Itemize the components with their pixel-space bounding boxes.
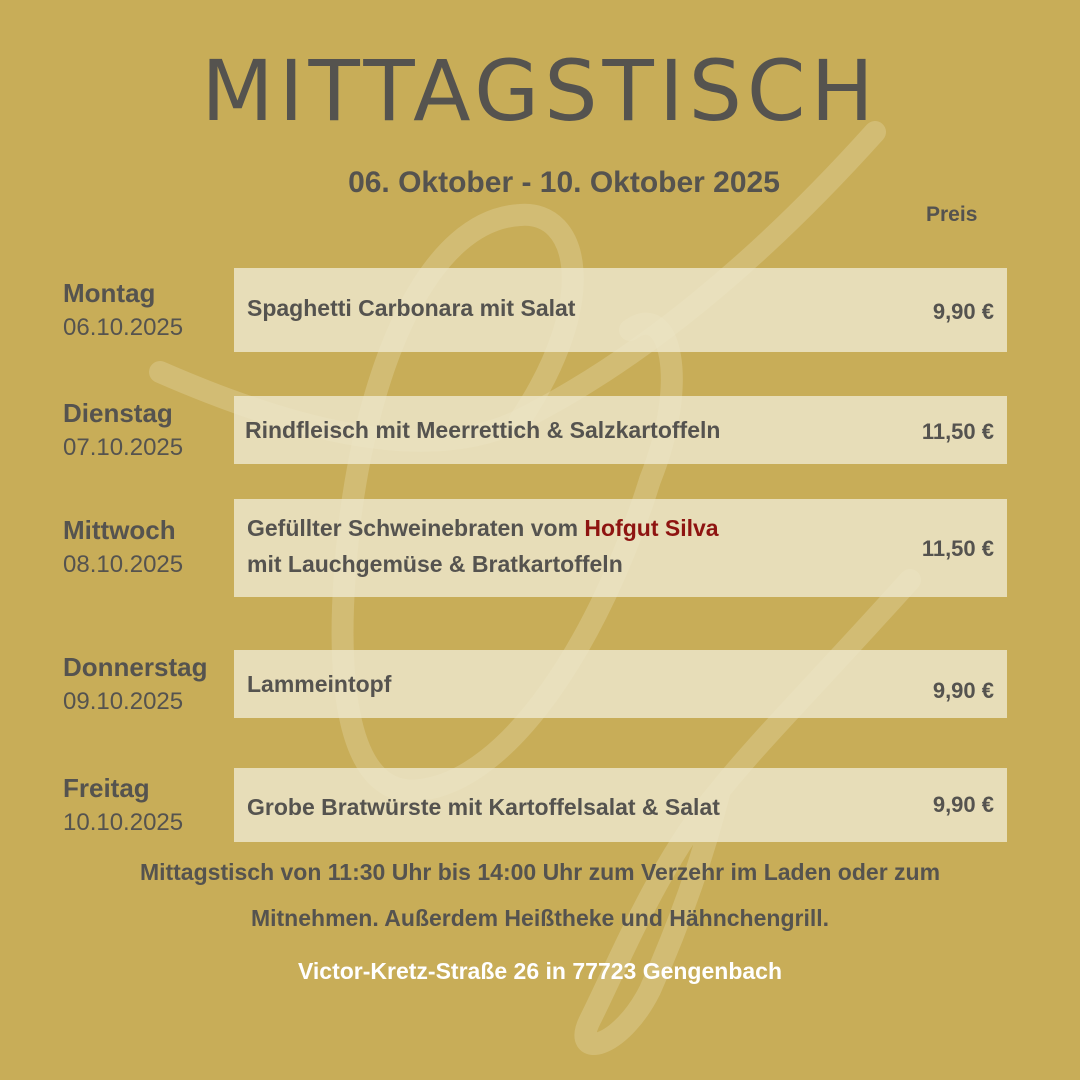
dish-name: Lammeintopf <box>247 671 392 697</box>
menu-row-tuesday <box>234 396 1007 464</box>
dish-price: 11,50 € <box>921 419 994 444</box>
day-name: Donnerstag <box>63 652 208 682</box>
dish-price: 9,90 € <box>932 792 994 817</box>
day-label-thursday <box>63 652 207 717</box>
address: Victor-Kretz-Straße 26 in 77723 Gengenbach <box>297 958 783 984</box>
dish-text-line2: mit Lauchgemüse & Bratkartoffeln <box>247 551 623 577</box>
dish-name: Grobe Bratwürste mit Kartoffelsalat & Salat <box>247 794 720 820</box>
day-date: 07.10.2025 <box>63 434 184 461</box>
dish-name: Spaghetti Carbonara mit Salat <box>247 295 576 321</box>
dish-price: 9,90 € <box>932 678 994 703</box>
week-date-range: 06. Oktober - 10. Oktober 2025 <box>348 166 780 199</box>
menu-row-friday <box>234 768 1007 842</box>
day-date: 09.10.2025 <box>63 688 184 715</box>
day-date: 06.10.2025 <box>63 314 184 341</box>
day-label-friday <box>63 773 183 838</box>
dish-name: Rindfleisch mit Meerrettich & Salzkartoffeln <box>245 417 721 443</box>
day-name: Dienstag <box>63 398 173 428</box>
menu-row-thursday <box>234 650 1007 718</box>
menu-row-monday <box>234 268 1007 352</box>
dish-price: 9,90 € <box>932 299 994 324</box>
day-date: 10.10.2025 <box>63 809 184 836</box>
day-date: 08.10.2025 <box>63 551 184 578</box>
menu-row-wednesday <box>234 499 1007 597</box>
day-label-monday <box>63 278 183 343</box>
opening-hours-note-line2: Mitnehmen. Außerdem Heißtheke und Hähnchengrill. <box>250 905 830 931</box>
dish-text: Gefüllter Schweinebraten vom <box>247 515 585 541</box>
price-column-header: Preis <box>926 203 978 226</box>
day-name: Freitag <box>63 773 150 803</box>
opening-hours-note: Mittagstisch von 11:30 Uhr bis 14:00 Uhr zum Verzehr im Laden oder zum <box>139 859 941 885</box>
day-name: Montag <box>63 278 156 308</box>
supplier-highlight: Hofgut Silva <box>584 515 719 541</box>
page-title: MITTAGSTISCH <box>201 42 879 140</box>
dish-price: 11,50 € <box>921 536 994 561</box>
day-name: Mittwoch <box>63 515 176 545</box>
day-label-tuesday <box>63 398 183 463</box>
dish-name <box>247 510 719 582</box>
day-label-wednesday <box>63 515 183 580</box>
